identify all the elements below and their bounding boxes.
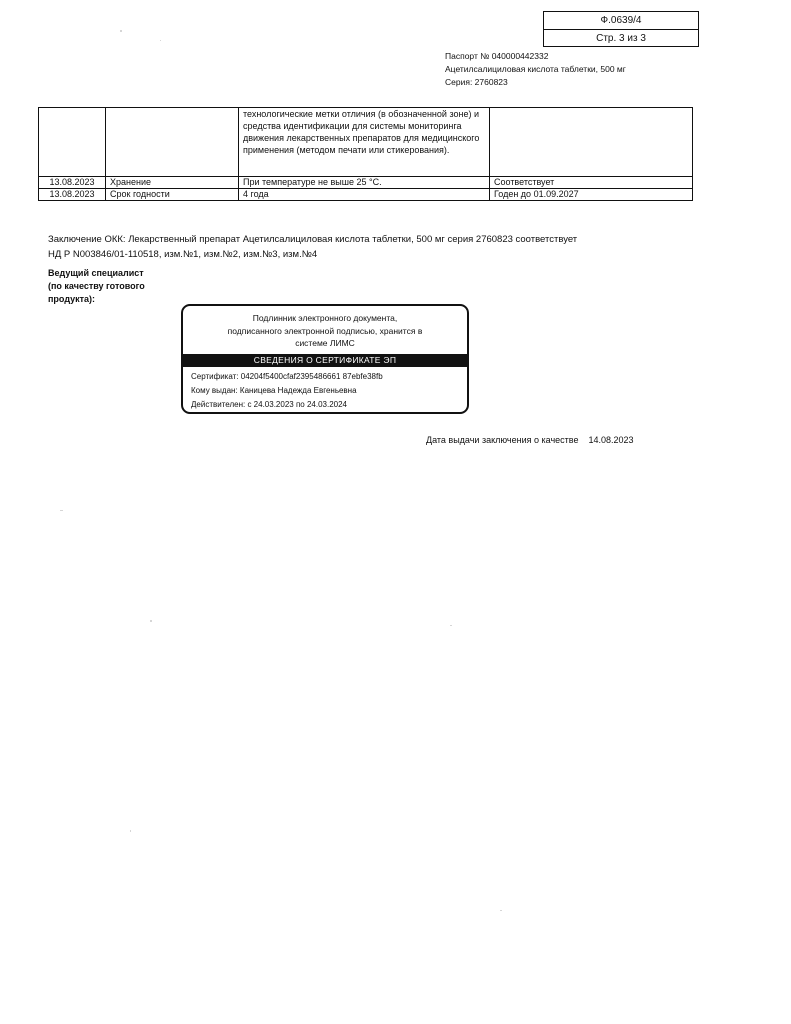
row-requirement: При температуре не выше 25 °С. [239,177,490,189]
page-number: Стр. 3 из 3 [544,29,698,47]
stamp-original-notice [183,312,467,350]
stamp-issued-to: Кому выдан: Каницева Надежда Евгеньевна [191,386,357,395]
scan-noise [500,910,502,911]
series-number: Серия: 2760823 [445,77,508,87]
scan-noise [130,830,131,832]
form-code: Ф.0639/4 [600,15,642,26]
scan-noise [150,620,152,622]
table-row [39,189,693,201]
row-result: Годен до 01.09.2027 [490,189,693,201]
row-date: 13.08.2023 [39,177,106,189]
row-indicator: Хранение [106,177,239,189]
stamp-original-line: подписанного электронной подписью, хранится в [227,325,423,336]
product-name: Ацетилсалициловая кислота таблетки, 500 мг [445,64,626,74]
stamp-original-line: системе ЛИМС [295,338,355,348]
stamp-validity: Действителен: с 24.03.2023 по 24.03.2024 [191,400,347,409]
scan-noise [450,625,452,626]
row-indicator: Срок годности [106,189,239,201]
specialist-label: Ведущий специалист (по качеству готового продукта): [48,268,145,304]
scan-noise [120,30,122,32]
row-requirement: технологические метки отличия (в обозначенной зоне) и средства идентификации для системы мониторинга движения лекарственных препаратов для медицинского применения (методом печати или стикерования). [239,108,490,177]
issue-date-value: 14.08.2023 [588,435,634,445]
table-row [39,177,693,189]
row-result: Соответствует [490,177,693,189]
row-indicator [106,108,239,177]
stamp-certificate-header: СВЕДЕНИЯ О СЕРТИФИКАТЕ ЭП [183,354,467,367]
passport-header [445,50,626,89]
issue-date-label: Дата выдачи заключения о качестве [426,435,579,445]
table-row [39,108,693,177]
row-result [490,108,693,177]
row-requirement: 4 года [239,189,490,201]
scan-noise [160,40,161,41]
scan-noise [60,510,63,511]
form-code-box [543,11,699,47]
stamp-original-line: Подлинник электронного документа, [252,313,398,323]
row-date [39,108,106,177]
e-signature-stamp [181,304,469,414]
issue-date [426,435,634,445]
stamp-certificate-number: Сертификат: 04204f5400cfaf2395486661 87ebfe38fb [191,372,383,381]
qc-conclusion: Заключение ОКК: Лекарственный препарат Ацетилсалициловая кислота таблетки, 500 мг серия 2760823 соответствует НД Р N003846/01-110518, изм.№1, изм.№2, изм.№3, изм.№4 [48,234,578,260]
passport-number: Паспорт № 040000442332 [445,51,549,61]
row-date: 13.08.2023 [39,189,106,201]
quality-table [38,107,693,201]
